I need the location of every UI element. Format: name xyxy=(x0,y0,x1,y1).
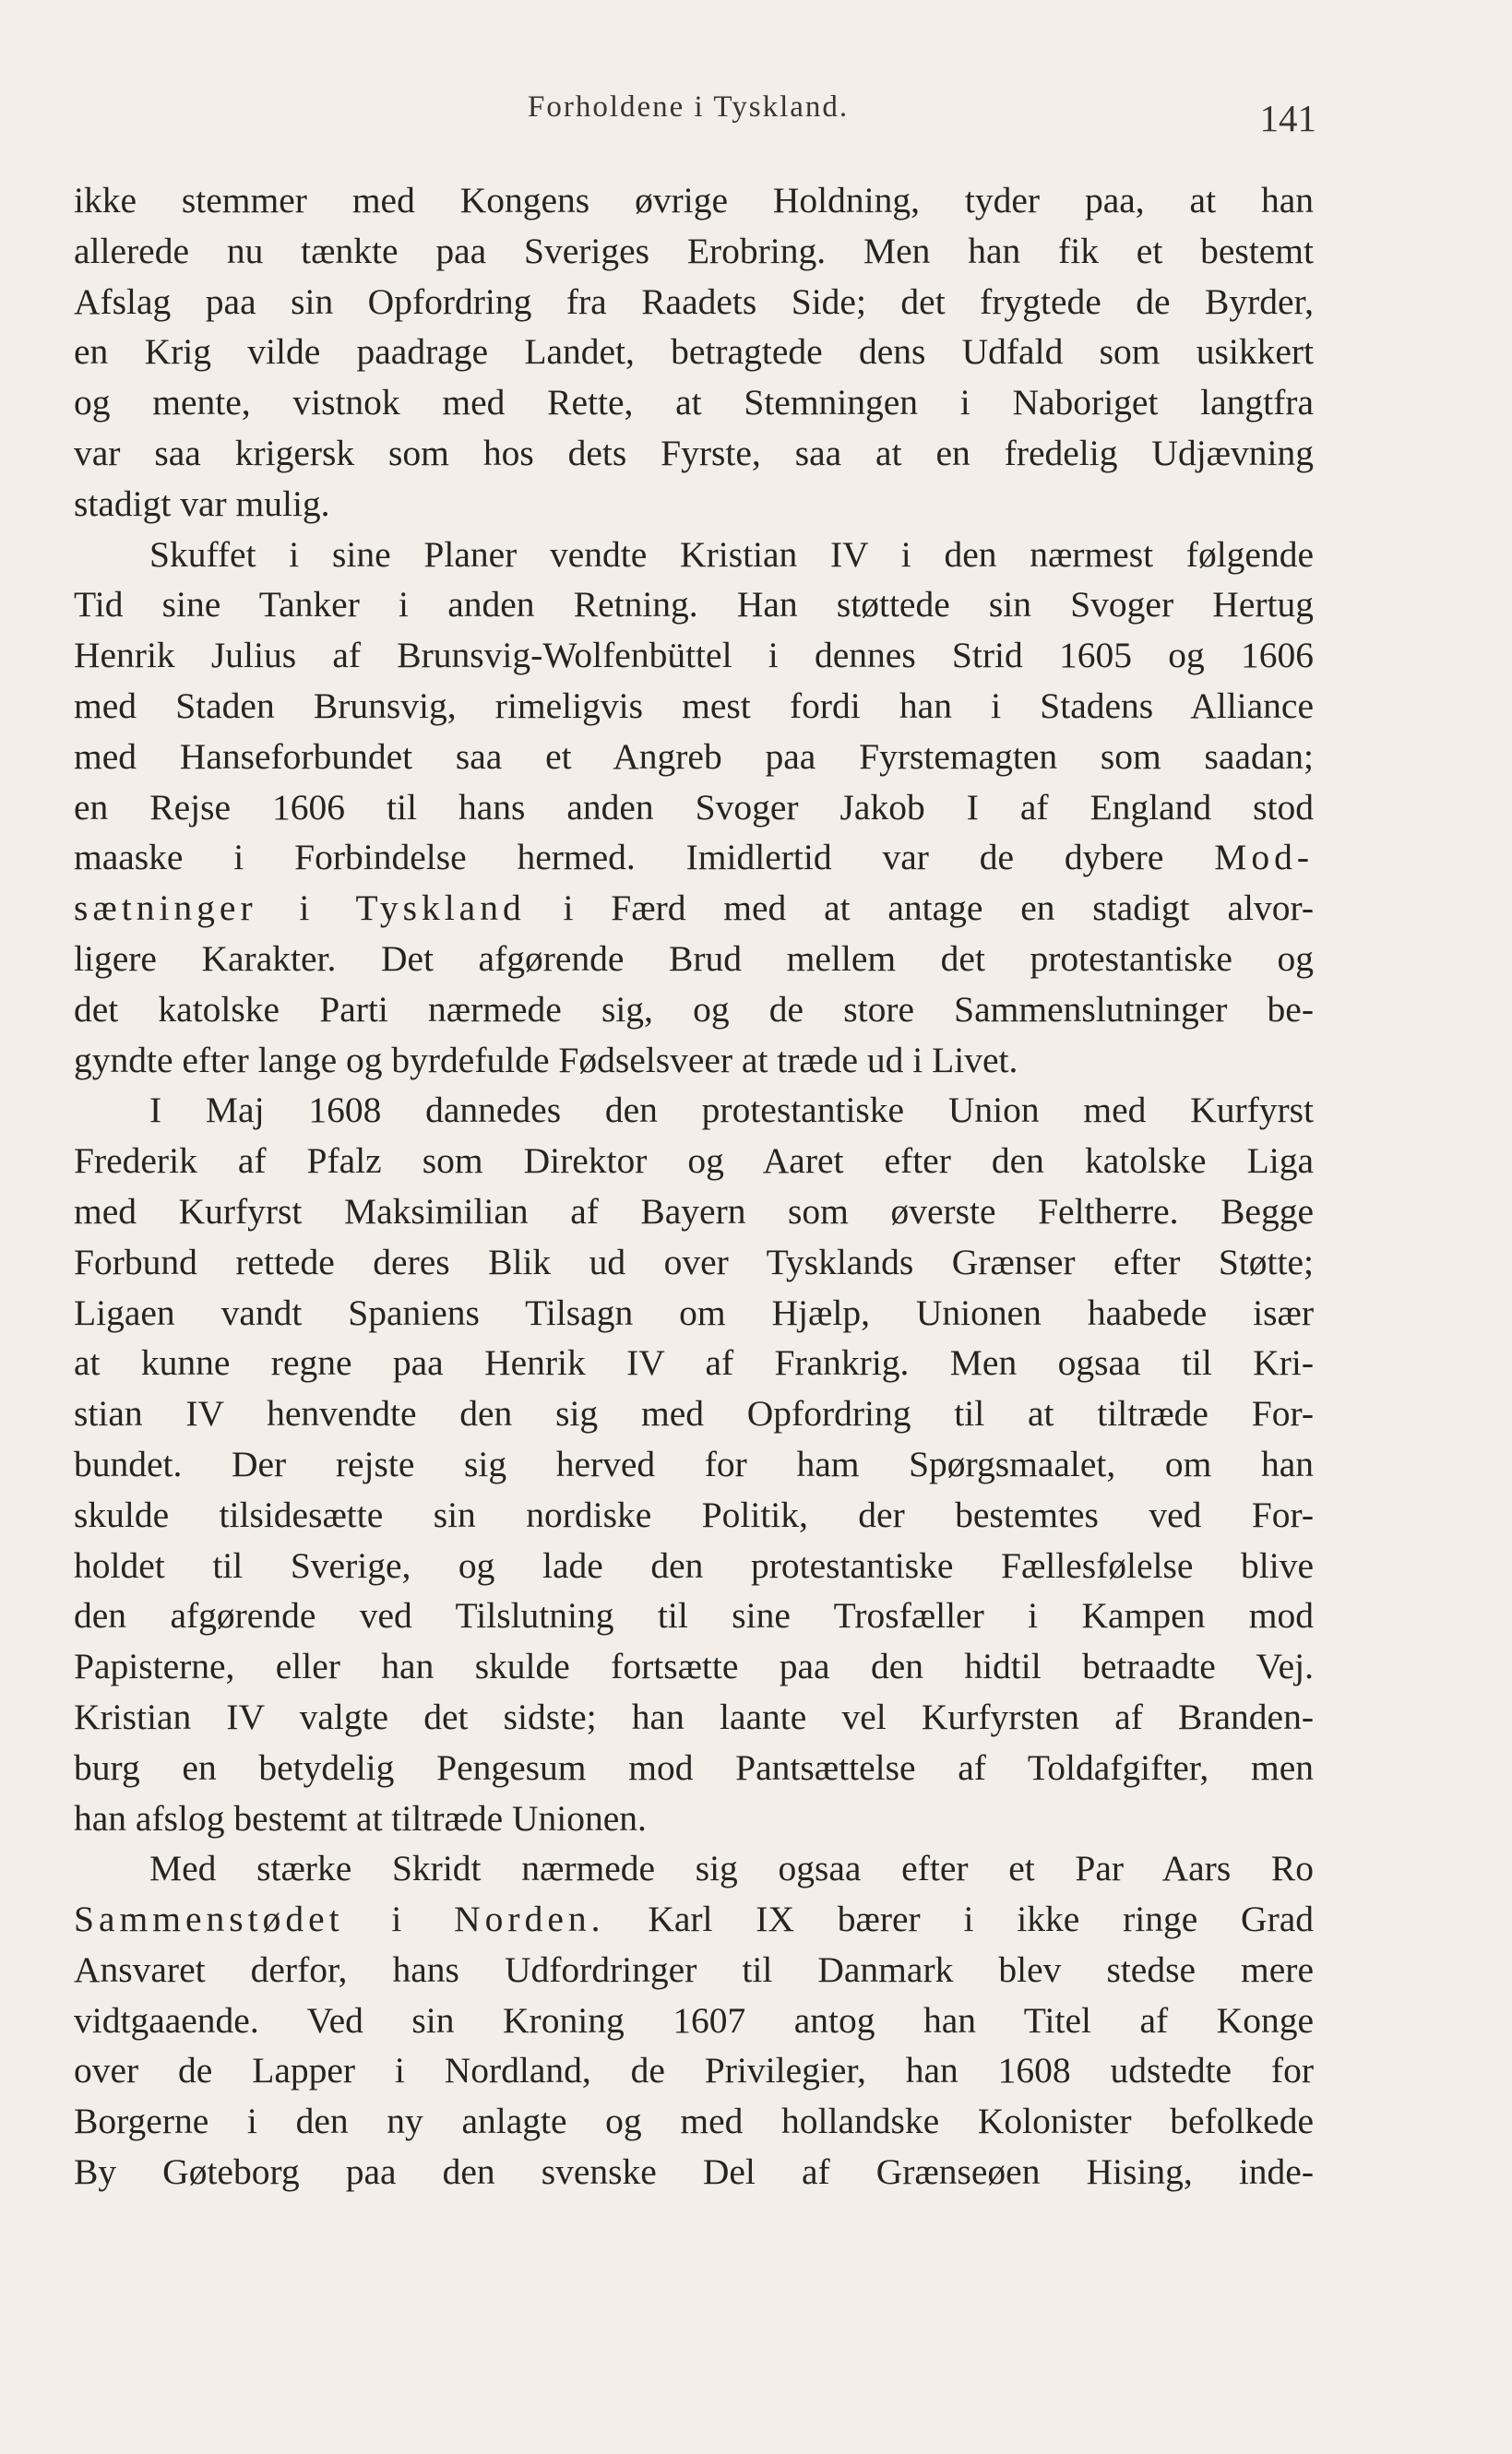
text-line: Skuffet i sine Planer vendte Kristian IV i den nærmest følgende xyxy=(149,533,1314,575)
text-line: Tid sine Tanker i anden Retning. Han støttede sin Svoger Hertug xyxy=(74,584,1314,625)
text-fragment: maaske i Forbindelse hermed. Imidlertid var de dybere xyxy=(74,837,1164,878)
text-fragment: i Færd med at antage en stadigt alvor- xyxy=(563,887,1314,929)
text-line: ikke stemmer med Kongens øvrige Holdning, tyder paa, at han xyxy=(74,180,1314,220)
text-line: med Hanseforbundet saa et Angreb paa Fyrstemagten som saadan; xyxy=(74,735,1314,777)
text-line xyxy=(74,883,1314,934)
text-line: var saa krigersk som hos dets Fyrste, saa at en fredelig Udjævning xyxy=(74,432,1314,473)
text-line: bundet. Der rejste sig herved for ham Spørgsmaalet, om han xyxy=(74,1443,1314,1484)
text-line: Med stærke Skridt nærmede sig ogsaa efter et Par Aars Ro xyxy=(149,1848,1314,1889)
text-line: med Staden Brunsvig, rimeligvis mest fordi han i Stadens Alliance xyxy=(74,685,1314,726)
text-line: allerede nu tænkte paa Sveriges Erobring. Men han fik et bestemt xyxy=(74,230,1314,271)
text-line: vidtgaaende. Ved sin Kroning 1607 antog han Titel af Konge xyxy=(74,1999,1314,2041)
text-line xyxy=(74,832,1314,883)
text-line: den afgørende ved Tilslutning til sine Trosfæller i Kampen mod xyxy=(74,1595,1314,1637)
running-title: Forholdene i Tyskland. xyxy=(528,90,850,124)
text-line: burg en betydelig Pengesum mod Pantsættelse af Toldafgifter, men xyxy=(74,1746,1314,1788)
text-line: ligere Karakter. Det afgørende Brud mellem det protestantiske og xyxy=(74,937,1314,979)
text-line: Frederik af Pfalz som Direktor og Aaret efter den katolske Liga xyxy=(74,1140,1314,1182)
text-line: og mente, vistnok med Rette, at Stemningen i Naboriget langtfra xyxy=(74,382,1314,423)
text-line: stian IV henvendte den sig med Opfordring til at tiltræde For- xyxy=(74,1393,1314,1435)
text-line: gyndte efter lange og byrdefulde Fødselsveer at træde ud i Livet. xyxy=(74,1039,1018,1080)
text-line: Henrik Julius af Brunsvig-Wolfenbüttel i dennes Strid 1605 og 1606 xyxy=(74,635,1314,676)
page-number: 141 xyxy=(1259,97,1316,139)
text-line: det katolske Parti nærmede sig, og de store Sammenslutninger be- xyxy=(74,988,1314,1030)
text-line: at kunne regne paa Henrik IV af Frankrig. Men ogsaa til Kri- xyxy=(74,1342,1314,1384)
text-line: Ligaen vandt Spaniens Tilsagn om Hjælp, Unionen haabede især xyxy=(74,1292,1314,1333)
text-line: stadigt var mulig. xyxy=(74,482,330,524)
text-line: I Maj 1608 dannedes den protestantiske Union med Kurfyrst xyxy=(149,1090,1314,1131)
text-line: Borgerne i den ny anlagte og med hollandske Kolonister befolkede xyxy=(74,2101,1314,2142)
text-line: Forbund rettede deres Blik ud over Tysklands Grænser efter Støtte; xyxy=(74,1241,1314,1282)
text-line: med Kurfyrst Maksimilian af Bayern som øverste Feltherre. Begge xyxy=(74,1190,1314,1232)
text-line: en Rejse 1606 til hans anden Svoger Jakob I af England stod xyxy=(74,786,1314,828)
spaced-text: Sammenstødet i Norden. xyxy=(74,1899,605,1940)
text-line xyxy=(74,1894,1314,1945)
text-line: Papisterne, eller han skulde fortsætte paa den hidtil betraadte Vej. xyxy=(74,1646,1314,1687)
text-line: en Krig vilde paadrage Landet, betragtede dens Udfald som usikkert xyxy=(74,331,1314,373)
text-line: holdet til Sverige, og lade den protestantiske Fællesfølelse blive xyxy=(74,1544,1314,1586)
text-line: skulde tilsidesætte sin nordiske Politik, der bestemtes ved For- xyxy=(74,1494,1314,1535)
text-line: Kristian IV valgte det sidste; han laante vel Kurfyrsten af Branden- xyxy=(74,1696,1314,1737)
body-text xyxy=(74,175,1314,2198)
text-line: han afslog bestemt at tiltræde Unionen. xyxy=(74,1797,647,1839)
text-fragment: Karl IX bærer i ikke ringe Grad xyxy=(648,1899,1314,1940)
text-line: Ansvaret derfor, hans Udfordringer til Danmark blev stedse mere xyxy=(74,1948,1314,1990)
spaced-text: sætninger i Tyskland xyxy=(74,887,526,929)
text-line: Afslag paa sin Opfordring fra Raadets Side; det frygtede de Byrder, xyxy=(74,280,1314,322)
text-line: By Gøteborg paa den svenske Del af Grænseøen Hising, inde- xyxy=(74,2151,1314,2193)
text-line: over de Lapper i Nordland, de Privilegier, han 1608 udstedte for xyxy=(74,2050,1314,2091)
spaced-text: Mod- xyxy=(1214,837,1314,878)
